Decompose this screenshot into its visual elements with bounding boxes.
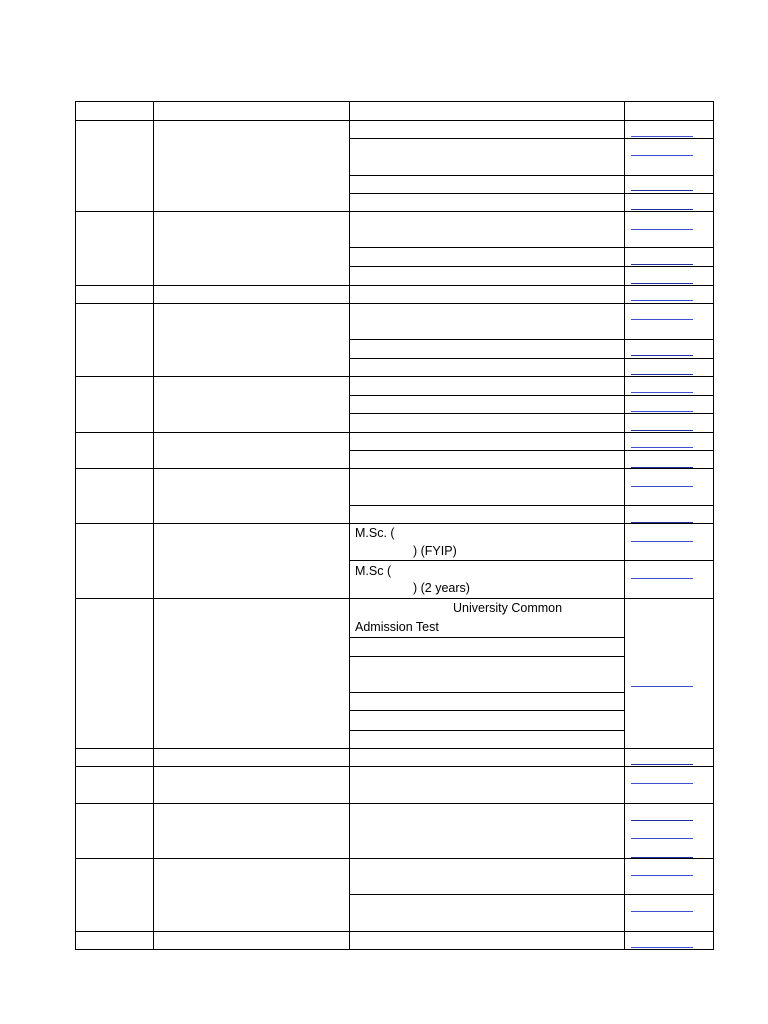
table-subrow-rule [349,339,714,340]
table-subrow-rule [349,193,714,194]
link-underline[interactable] [631,300,693,301]
table-subrow-rule [349,730,625,731]
table-border [75,101,714,102]
table-column-rule [349,101,350,950]
link-underline[interactable] [631,190,693,191]
table-column-rule [624,101,625,950]
table-row-rule [75,120,714,121]
table-row-rule [75,432,714,433]
table-subrow-rule [349,395,714,396]
table-row-rule [75,303,714,304]
table-row-rule [75,766,714,767]
table-subrow-rule [349,450,714,451]
table-row-rule [75,858,714,859]
link-underline[interactable] [631,155,693,156]
msc-2yr-line2: ) (2 years) [413,581,470,595]
link-underline[interactable] [631,541,693,542]
table-row-rule [75,598,714,599]
link-underline[interactable] [631,911,693,912]
cuet-line2: Admission Test [355,620,439,634]
table-subrow-rule [349,175,714,176]
msc-fyip-line1: M.Sc. ( [355,526,395,540]
table-row-rule [75,285,714,286]
link-underline[interactable] [631,319,693,320]
table-row-rule [75,523,714,524]
link-underline[interactable] [631,209,693,210]
table-row-rule [75,803,714,804]
link-underline[interactable] [631,686,693,687]
link-underline[interactable] [631,578,693,579]
table-border [713,101,714,950]
table-border [75,949,714,950]
link-underline[interactable] [631,857,693,858]
table-row-rule [75,931,714,932]
link-underline[interactable] [631,430,693,431]
table-subrow-rule [349,413,714,414]
table-subrow-rule [349,505,714,506]
link-underline[interactable] [631,264,693,265]
link-underline[interactable] [631,486,693,487]
table-subrow-rule [349,358,714,359]
table-subrow-rule [349,266,714,267]
link-underline[interactable] [631,392,693,393]
msc-fyip-line2: ) (FYIP) [413,544,457,558]
table-row-rule [75,376,714,377]
link-underline[interactable] [631,136,693,137]
table-subrow-rule [349,138,714,139]
table-row-rule [75,748,714,749]
table-subrow-rule [349,656,625,657]
table-subrow-rule [349,637,625,638]
link-underline[interactable] [631,838,693,839]
link-underline[interactable] [631,522,693,523]
link-underline[interactable] [631,783,693,784]
link-underline[interactable] [631,374,693,375]
link-underline[interactable] [631,355,693,356]
link-underline[interactable] [631,467,693,468]
link-underline[interactable] [631,947,693,948]
link-underline[interactable] [631,447,693,448]
table-subrow-rule [349,894,714,895]
cuet-line1: University Common [453,601,563,615]
link-underline[interactable] [631,229,693,230]
table-subrow-rule [349,692,625,693]
msc-2yr-line1: M.Sc ( [355,564,392,578]
table-subrow-rule [349,247,714,248]
link-underline[interactable] [631,820,693,821]
link-underline[interactable] [631,764,693,765]
table-border [75,101,76,950]
table-row-rule [75,468,714,469]
table-subrow-rule [349,560,714,561]
link-underline[interactable] [631,411,693,412]
link-underline[interactable] [631,875,693,876]
link-underline[interactable] [631,283,693,284]
table-column-rule [153,101,154,950]
table-subrow-rule [349,710,625,711]
table-row-rule [75,211,714,212]
